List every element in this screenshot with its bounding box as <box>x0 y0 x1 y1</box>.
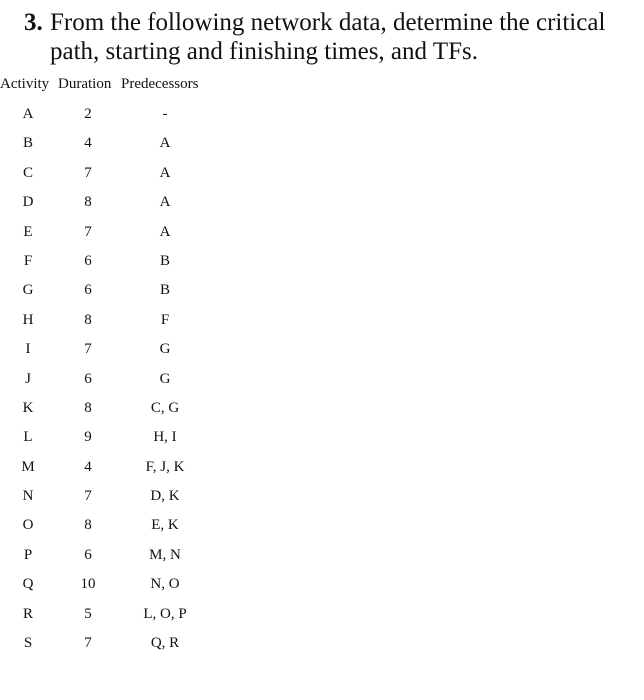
duration-cell: 7 <box>84 223 92 240</box>
table-row <box>0 341 220 370</box>
table-row <box>0 488 220 517</box>
predecessors-cell: N, O <box>150 576 180 593</box>
table-row <box>0 517 220 546</box>
activity-cell: E <box>23 223 33 240</box>
predecessors-cell: A <box>159 164 171 181</box>
duration-cell: 8 <box>84 399 92 416</box>
table-body <box>0 106 220 664</box>
activity-cell: O <box>22 517 34 534</box>
predecessors-cell: L, O, P <box>143 605 187 622</box>
predecessors-cell: B <box>159 252 170 269</box>
table-row <box>0 635 220 664</box>
duration-cell: 8 <box>84 194 92 211</box>
activity-cell: M <box>21 458 35 475</box>
table-row <box>0 606 220 635</box>
duration-cell: 2 <box>84 106 92 122</box>
activity-cell: L <box>23 429 33 446</box>
predecessors-cell: F, J, K <box>145 458 185 475</box>
duration-cell: 4 <box>84 458 92 475</box>
duration-cell: 10 <box>80 576 96 593</box>
table-row <box>0 400 220 429</box>
activity-cell: A <box>22 106 34 122</box>
predecessors-cell: G <box>159 341 171 358</box>
table-row <box>0 194 220 223</box>
duration-cell: 6 <box>84 370 92 387</box>
predecessors-cell: A <box>159 194 171 211</box>
activity-cell: F <box>23 252 33 269</box>
activity-cell: P <box>23 546 33 563</box>
predecessors-cell: B <box>159 282 170 299</box>
header-duration: Duration <box>58 76 112 92</box>
table-row <box>0 371 220 400</box>
duration-cell: 6 <box>84 546 92 563</box>
duration-cell: 4 <box>84 135 92 152</box>
table-row <box>0 459 220 488</box>
duration-cell: 7 <box>84 341 92 358</box>
network-data-table <box>0 76 220 652</box>
header-activity: Activity <box>0 76 50 92</box>
duration-cell: 8 <box>84 517 92 534</box>
activity-cell: Q <box>22 576 34 593</box>
table-row <box>0 253 220 282</box>
predecessors-cell: A <box>159 223 171 240</box>
predecessors-cell: C, G <box>150 399 180 416</box>
activity-cell: K <box>22 399 34 416</box>
activity-cell: J <box>25 370 31 387</box>
predecessors-cell: D, K <box>150 488 180 505</box>
table-row <box>0 224 220 253</box>
activity-cell: H <box>22 311 34 328</box>
activity-cell: I <box>25 341 31 358</box>
activity-cell: C <box>22 164 33 181</box>
table-row <box>0 165 220 194</box>
table-row <box>0 282 220 311</box>
question-line-1-text: From the following network data, determine the critical <box>50 9 606 36</box>
table-row <box>0 429 220 458</box>
duration-cell: 7 <box>84 635 92 652</box>
predecessors-cell: H, I <box>153 429 177 446</box>
table-row <box>0 547 220 576</box>
duration-cell: 8 <box>84 311 92 328</box>
question-number: 3. <box>24 9 43 36</box>
activity-cell: N <box>22 488 34 505</box>
duration-cell: 5 <box>84 605 92 622</box>
activity-cell: G <box>22 282 34 299</box>
predecessors-cell: G <box>159 370 171 387</box>
predecessors-cell: Q, R <box>150 635 180 652</box>
question-text <box>24 8 624 66</box>
predecessors-cell: E, K <box>151 517 179 534</box>
table-header <box>0 76 220 96</box>
duration-cell: 9 <box>84 429 92 446</box>
duration-cell: 6 <box>84 282 92 299</box>
table-row <box>0 106 220 135</box>
predecessors-cell: A <box>159 135 171 152</box>
duration-cell: 6 <box>84 252 92 269</box>
header-predecessors: Predecessors <box>121 76 199 92</box>
table-row <box>0 312 220 341</box>
table-row <box>0 135 220 164</box>
activity-cell: B <box>22 135 33 152</box>
activity-cell: R <box>22 605 33 622</box>
predecessors-cell: M, N <box>149 546 181 563</box>
question-line-1 <box>24 8 624 37</box>
predecessors-cell: - <box>162 106 168 122</box>
predecessors-cell: F <box>160 311 170 328</box>
table-row <box>0 576 220 605</box>
activity-cell: D <box>22 194 34 211</box>
question-line-2: path, starting and finishing times, and TFs. <box>50 38 478 65</box>
duration-cell: 7 <box>84 488 92 505</box>
activity-cell: S <box>23 635 33 652</box>
duration-cell: 7 <box>84 164 92 181</box>
